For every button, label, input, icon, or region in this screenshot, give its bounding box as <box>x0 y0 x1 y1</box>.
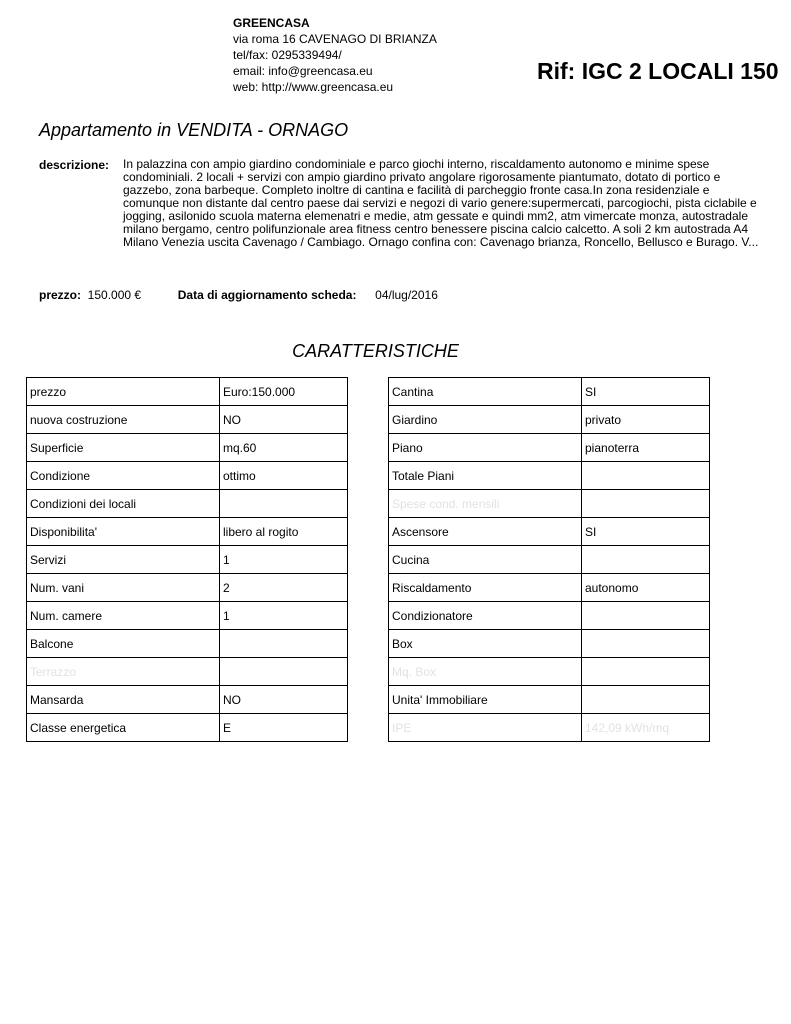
feature-row <box>389 406 710 434</box>
feature-row <box>27 462 348 490</box>
feature-key: Piano <box>389 434 582 462</box>
section-title: CARATTERISTICHE <box>292 341 459 361</box>
feature-key: Condizioni dei locali <box>27 490 220 518</box>
feature-value: NO <box>220 686 348 714</box>
update-date-value: 04/lug/2016 <box>375 288 438 302</box>
feature-row <box>389 434 710 462</box>
feature-value: libero al rogito <box>220 518 348 546</box>
company-name: GREENCASA <box>233 16 310 30</box>
feature-value: autonomo <box>582 574 710 602</box>
feature-row <box>389 686 710 714</box>
feature-value: E <box>220 714 348 742</box>
feature-row <box>389 658 710 686</box>
feature-row <box>27 658 348 686</box>
feature-row <box>27 378 348 406</box>
reference-code: Rif: IGC 2 LOCALI 150 <box>537 58 779 84</box>
feature-row <box>389 518 710 546</box>
description-label: descrizione: <box>39 158 110 172</box>
feature-value <box>582 546 710 574</box>
feature-value: Euro:150.000 <box>220 378 348 406</box>
feature-value: 142,09 kWh/mq <box>582 714 710 742</box>
feature-value <box>220 630 348 658</box>
feature-value <box>582 602 710 630</box>
company-address: via roma 16 CAVENAGO DI BRIANZA <box>233 32 437 46</box>
company-web: web: http://www.greencasa.eu <box>233 80 394 94</box>
feature-value: NO <box>220 406 348 434</box>
feature-key: Ascensore <box>389 518 582 546</box>
feature-row <box>27 686 348 714</box>
feature-row <box>389 462 710 490</box>
feature-key: Unita' Immobiliare <box>389 686 582 714</box>
feature-key: prezzo <box>27 378 220 406</box>
company-email: email: info@greencasa.eu <box>233 64 373 78</box>
feature-value <box>582 490 710 518</box>
feature-value: 1 <box>220 602 348 630</box>
feature-value <box>582 462 710 490</box>
feature-row <box>389 714 710 742</box>
feature-key: Num. vani <box>27 574 220 602</box>
feature-key: Disponibilita' <box>27 518 220 546</box>
feature-row <box>27 602 348 630</box>
feature-row <box>389 546 710 574</box>
feature-key: Balcone <box>27 630 220 658</box>
feature-row <box>27 434 348 462</box>
feature-value: ottimo <box>220 462 348 490</box>
feature-row <box>389 490 710 518</box>
feature-value: 1 <box>220 546 348 574</box>
feature-key: Servizi <box>27 546 220 574</box>
feature-key: Superficie <box>27 434 220 462</box>
feature-key: Condizione <box>27 462 220 490</box>
feature-key: Mansarda <box>27 686 220 714</box>
feature-value: mq.60 <box>220 434 348 462</box>
feature-value: SI <box>582 378 710 406</box>
feature-value: privato <box>582 406 710 434</box>
features-table-left <box>26 377 348 742</box>
feature-key: Num. camere <box>27 602 220 630</box>
feature-key: Cantina <box>389 378 582 406</box>
feature-key: Giardino <box>389 406 582 434</box>
feature-value: SI <box>582 518 710 546</box>
feature-key: nuova costruzione <box>27 406 220 434</box>
feature-row <box>389 378 710 406</box>
price-label: prezzo: <box>39 288 81 302</box>
feature-key: Riscaldamento <box>389 574 582 602</box>
feature-row <box>27 574 348 602</box>
listing-title: Appartamento in VENDITA - ORNAGO <box>39 120 349 140</box>
feature-row <box>27 518 348 546</box>
feature-key: Mq. Box <box>389 658 582 686</box>
feature-value <box>582 686 710 714</box>
feature-row <box>27 630 348 658</box>
feature-row <box>27 546 348 574</box>
feature-key: Classe energetica <box>27 714 220 742</box>
price-row <box>39 288 438 302</box>
feature-value <box>220 490 348 518</box>
feature-row <box>27 406 348 434</box>
feature-key: Spese cond. mensili <box>389 490 582 518</box>
description-text: In palazzina con ampio giardino condominiale e parco giochi interno, riscaldamento autonomo e minime spese condominiali. 2 locali + servizi con ampio giardino privato angolare rigorosamente piantumato, dotato di portico e gazzebo, zona barbeque. Completo inoltre di cantina e facilità di parcheggio fronte casa.In zona residenziale e comunque non distante dal centro paese dai servizi e negozi di vario genere:supermercati, parcogiochi, pista ciclabile e jogging, asilonido scuola materna elemenatri e medie, atm gessate e quindi mm2, atm vimercate monza, autostradale milano bergamo, centro polifunzionale area fitness centro benessere piscina calcio calcetto. A soli 2 km autostrada A4 Milano Venezia uscita Cavenago / Cambiago. Ornago confina con: Cavenago brianza, Roncello, Bellusco e Burago. V... <box>123 157 759 249</box>
feature-row <box>389 630 710 658</box>
feature-key: Cucina <box>389 546 582 574</box>
feature-value <box>582 630 710 658</box>
feature-row <box>389 574 710 602</box>
features-table-right <box>388 377 710 742</box>
feature-row <box>27 490 348 518</box>
feature-value: pianoterra <box>582 434 710 462</box>
feature-value: 2 <box>220 574 348 602</box>
feature-key: IPE <box>389 714 582 742</box>
feature-key: Totale Piani <box>389 462 582 490</box>
update-date-label: Data di aggiornamento scheda: <box>177 288 357 302</box>
feature-key: Box <box>389 630 582 658</box>
price-value: 150.000 € <box>87 288 142 302</box>
feature-row <box>389 602 710 630</box>
company-header <box>233 15 437 95</box>
company-phone: tel/fax: 0295339494/ <box>233 48 342 62</box>
feature-key: Condizionatore <box>389 602 582 630</box>
feature-key: Terrazzo <box>27 658 220 686</box>
feature-value <box>582 658 710 686</box>
feature-value <box>220 658 348 686</box>
feature-row <box>27 714 348 742</box>
